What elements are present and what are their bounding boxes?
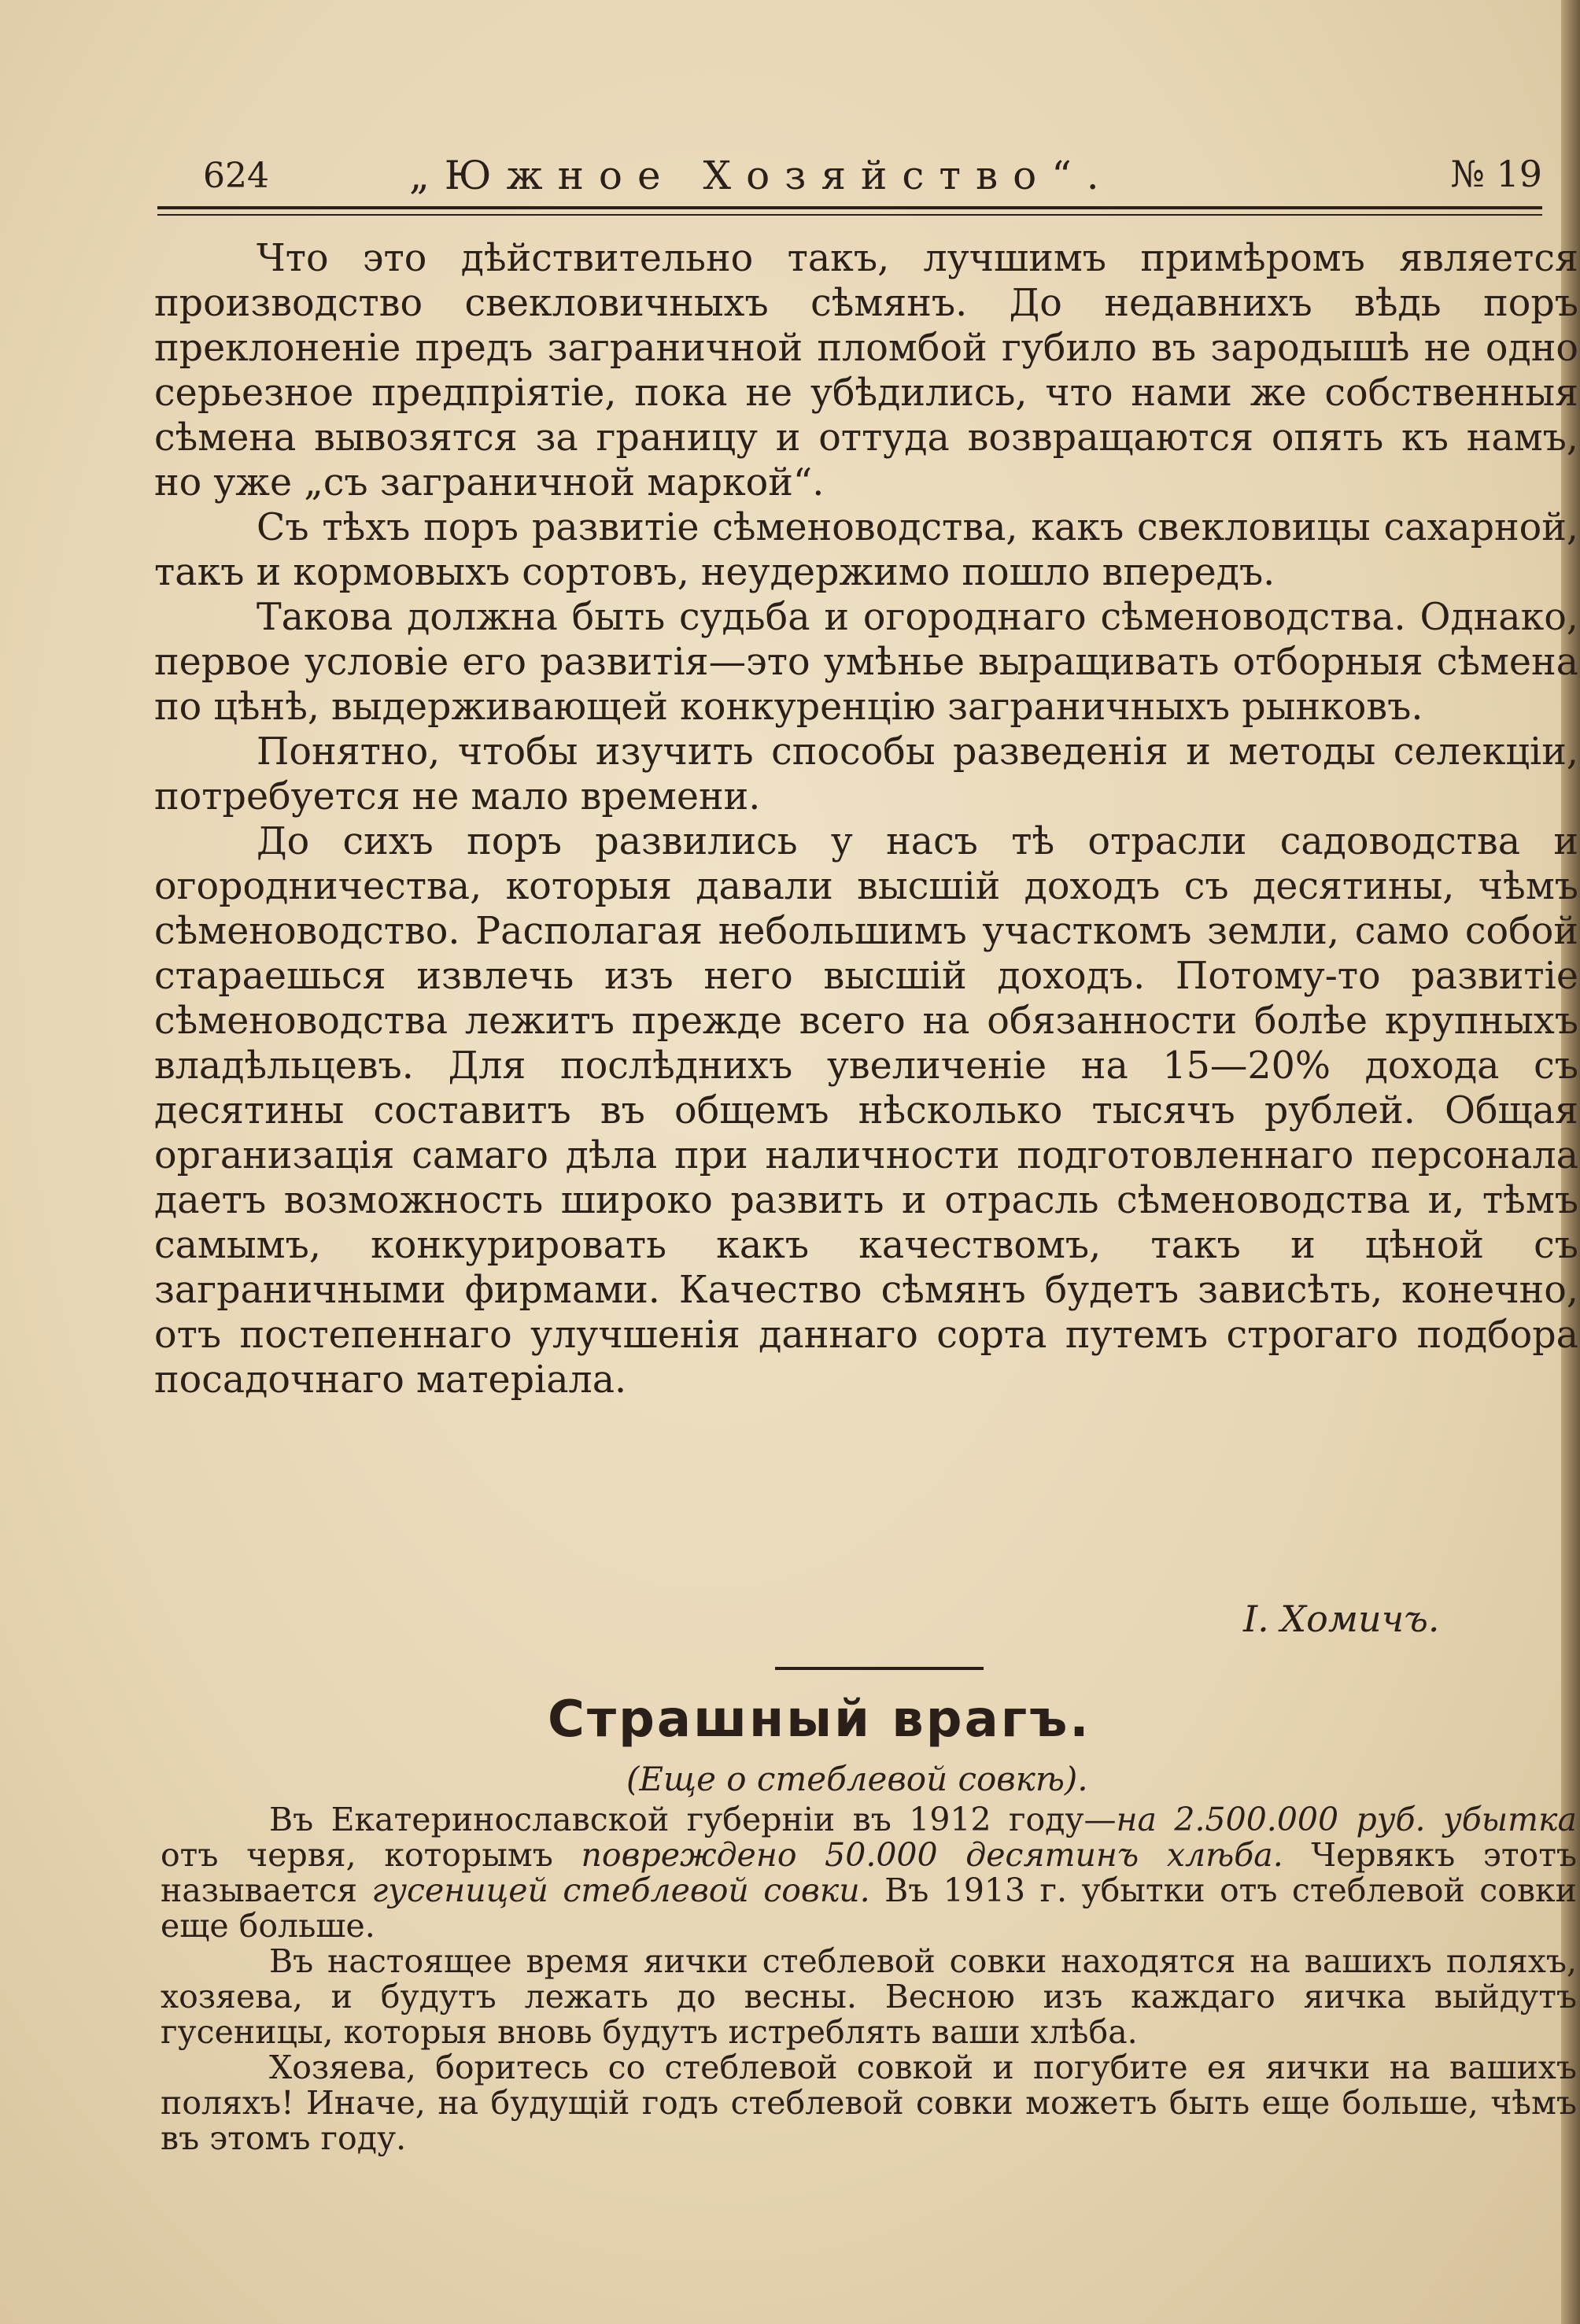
issue-number: № 19 [1450,153,1542,195]
header-rule-thin [157,214,1542,216]
text-run: отъ червя, которымъ [161,1836,581,1874]
article-seed-growing [154,236,1578,1402]
section-divider [775,1667,984,1670]
running-header [157,150,1542,205]
journal-title: „Южное Хозяйство“. [409,153,1114,198]
page-number: 624 [203,156,269,196]
emphasis-run: повреждено 50.000 десятинъ хлѣба. [581,1836,1283,1874]
header-rule-thick [157,206,1542,209]
article-paragraph: До сихъ поръ развились у насъ тѣ отрасли садоводства и огородничества, которыя давали высшій доходъ съ десятины, чѣмъ сѣменоводство. Располагая небольшимъ участкомъ земли, само собой стараешься извлечь изъ него высшій доходъ. Потому-то развитіе сѣменоводства лежитъ прежде всего на обязанности болѣе крупныхъ владѣльцевъ. Для послѣднихъ увеличеніе на 15—20% дохода съ десятины составитъ въ общемъ нѣсколько тысячъ рублей. Общая организація самаго дѣла при наличности подготовленнаго персонала даетъ возможность широко развить и отрасль сѣменоводства и, тѣмъ самымъ, конкурировать какъ качествомъ, такъ и цѣной съ заграничными фирмами. Качество сѣмянъ будетъ зависѣть, конечно, отъ постепеннаго улучшенія даннаго сорта путемъ строгаго подбора посадочнаго матеріала. [154,820,1578,1402]
article-paragraph: Хозяева, боритесь со стеблевой совкой и погубите ея яички на вашихъ поляхъ! Иначе, на будущій годъ стеблевой совки можетъ быть еще больше, чѣмъ въ этомъ году. [161,2049,1577,2157]
article-paragraph: Понятно, чтобы изучить способы разведенія и методы селекціи, потребуется не мало времени. [154,730,1578,818]
author-signature: І. Хомичъ. [1243,1598,1440,1640]
article-paragraph: Что это дѣйствительно такъ, лучшимъ примѣромъ является производство свекловичныхъ сѣмянъ. До недавнихъ вѣдь поръ преклоненіе предъ заграничной пломбой губило въ зародышѣ не одно серьезное предпріятіе, пока не убѣдились, что нами же собственныя сѣмена вывозятся за границу и оттуда возвращаются опять къ намъ, но уже „съ заграничной маркой“. [154,237,1578,504]
article-paragraph: Съ тѣхъ поръ развитіе сѣменоводства, какъ свекловицы сахарной, такъ и кормовыхъ сортовъ, неудержимо пошло впередъ. [154,506,1578,594]
text-run: Червякъ этотъ называется [161,1836,1577,1909]
text-run: Въ Екатеринославской губерніи въ 1912 году— [269,1801,1117,1838]
article-subtitle: (Еще о стеблевой совкѣ). [626,1760,1088,1798]
article-paragraph: Въ настоящее время яички стеблевой совки находятся на вашихъ поляхъ, хозяева, и будутъ лежать до весны. Весною изъ каждаго яичка выйдутъ гусеницы, которыя вновь будутъ истреблять ваши хлѣба. [161,1942,1577,2051]
emphasis-run: на 2.500.000 руб. убытка [1116,1801,1577,1838]
article-paragraph [161,1802,1577,1944]
article-terrible-enemy [161,1802,1577,2156]
emphasis-run: гусеницей стеблевой совки. [371,1871,870,1909]
article-paragraph: Такова должна быть судьба и огороднаго сѣменоводства. Однако, первое условіе его развитія—это умѣнье выращивать отборныя сѣмена по цѣнѣ, выдерживающей конкуренцію заграничныхъ рынковъ. [154,596,1578,729]
article-title: Страшный врагъ. [548,1690,1091,1749]
text-run: Въ 1913 г. убытки отъ стеблевой совки еще больше. [161,1871,1577,1945]
